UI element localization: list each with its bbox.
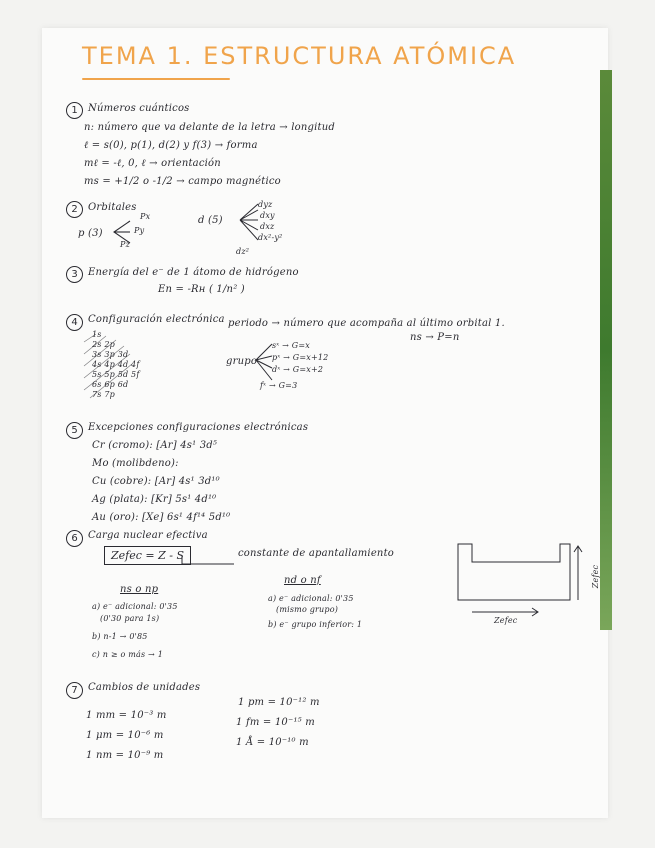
hook-arrow [180, 556, 240, 570]
rule-line: c) n ≥ o más → 1 [92, 650, 163, 659]
grid-row: 7s 7p [92, 390, 115, 399]
section-number: 7 [66, 682, 83, 699]
rule-line: (mismo grupo) [276, 605, 339, 614]
diagonal-arrows [84, 332, 154, 402]
section-number: 2 [66, 201, 83, 218]
title-underline [82, 78, 230, 80]
formula: En = -Rн ( 1/n² ) [158, 284, 245, 295]
section-number: 5 [66, 422, 83, 439]
section-number: 4 [66, 314, 83, 331]
formula-box: Zefec = Z - S [104, 546, 191, 565]
unit-line: 1 mm = 10⁻³ m [86, 710, 167, 721]
rule-line: a) e⁻ adicional: 0'35 [92, 602, 178, 611]
unit-line: 1 Å = 10⁻¹⁰ m [236, 737, 309, 748]
orbital-d-item: dxz [260, 222, 275, 231]
section-heading: Energía del e⁻ de 1 átomo de hidrógeno [88, 267, 299, 278]
rule-line: b) e⁻ grupo inferior: 1 [268, 620, 363, 629]
grupo-item: fˣ → G=3 [260, 381, 298, 390]
periodo-sub: ns → P=n [410, 332, 460, 343]
orbital-d-item: dz² [236, 247, 250, 256]
section-number: 1 [66, 102, 83, 119]
axis-label-x: Zefec [494, 616, 518, 625]
text-line: n: número que va delante de la letra → longitud [84, 122, 335, 133]
grid-row: 6s 6p 6d [92, 380, 129, 389]
orbital-d-label: d (5) [198, 215, 223, 226]
grid-row: 5s 5p 5d 5f [92, 370, 140, 379]
section-heading: Configuración electrónica [88, 314, 225, 325]
text-line: Mo (molibdeno): [92, 458, 179, 469]
section-heading: Cambios de unidades [88, 682, 201, 693]
text-line: Au (oro): [Xe] 6s¹ 4f¹⁴ 5d¹⁰ [92, 512, 231, 523]
section-heading: Números cuánticos [88, 103, 190, 114]
grid-row: 3s 3p 3d [92, 350, 129, 359]
unit-line: 1 pm = 10⁻¹² m [238, 697, 320, 708]
section-heading: Excepciones configuraciones electrónicas [88, 422, 309, 433]
orbital-d-item: dyz [258, 200, 273, 209]
page-title: TEMA 1. ESTRUCTURA ATÓMICA [82, 42, 517, 70]
text-line: ℓ = s(0), p(1), d(2) y f(3) → forma [84, 140, 258, 151]
text-line: Ag (plata): [Kr] 5s¹ 4d¹⁰ [92, 494, 217, 505]
orbital-p-label: p (3) [78, 228, 103, 239]
column-title: nd o nf [284, 575, 321, 586]
axis-label-y: Zefec [591, 564, 601, 589]
orbital-p-item: Pz [120, 240, 130, 249]
unit-line: 1 nm = 10⁻⁹ m [86, 750, 164, 761]
section-heading: Orbitales [88, 202, 137, 213]
grupo-item: sˣ → G=x [272, 341, 310, 350]
text-line: Cu (cobre): [Ar] 4s¹ 3d¹⁰ [92, 476, 220, 487]
periodo-text: periodo → número que acompaña al último orbital 1. [228, 318, 505, 329]
orbital-d-item: dxy [260, 211, 275, 220]
rule-line: a) e⁻ adicional: 0'35 [268, 594, 354, 603]
grupo-item: dˣ → G=x+2 [272, 365, 324, 374]
orbital-p-item: Py [134, 226, 145, 235]
orbital-d-item: dx²-y² [258, 233, 283, 242]
section-number: 3 [66, 266, 83, 283]
section-number: 6 [66, 530, 83, 547]
grid-row: 1s [92, 330, 102, 339]
unit-line: 1 fm = 10⁻¹⁵ m [236, 717, 315, 728]
green-tape [600, 70, 612, 630]
grid-row: 2s 2p [92, 340, 115, 349]
rule-line: (0'30 para 1s) [100, 614, 160, 623]
grupo-item: pˣ → G=x+12 [272, 353, 329, 362]
grupo-label: grupo [226, 356, 258, 367]
section-heading: Carga nuclear efectiva [88, 530, 208, 541]
unit-line: 1 μm = 10⁻⁶ m [86, 730, 164, 741]
text-line: mℓ = -ℓ, 0, ℓ → orientación [84, 158, 221, 169]
grid-row: 4s 4p 4d 4f [92, 360, 140, 369]
text-line: ms = +1/2 o -1/2 → campo magnético [84, 176, 281, 187]
constante-label: constante de apantallamiento [238, 548, 395, 559]
text-line: Cr (cromo): [Ar] 4s¹ 3d⁵ [92, 440, 218, 451]
column-title: ns o np [120, 584, 159, 595]
rule-line: b) n-1 → 0'85 [92, 632, 148, 641]
orbital-p-item: Px [140, 212, 151, 221]
